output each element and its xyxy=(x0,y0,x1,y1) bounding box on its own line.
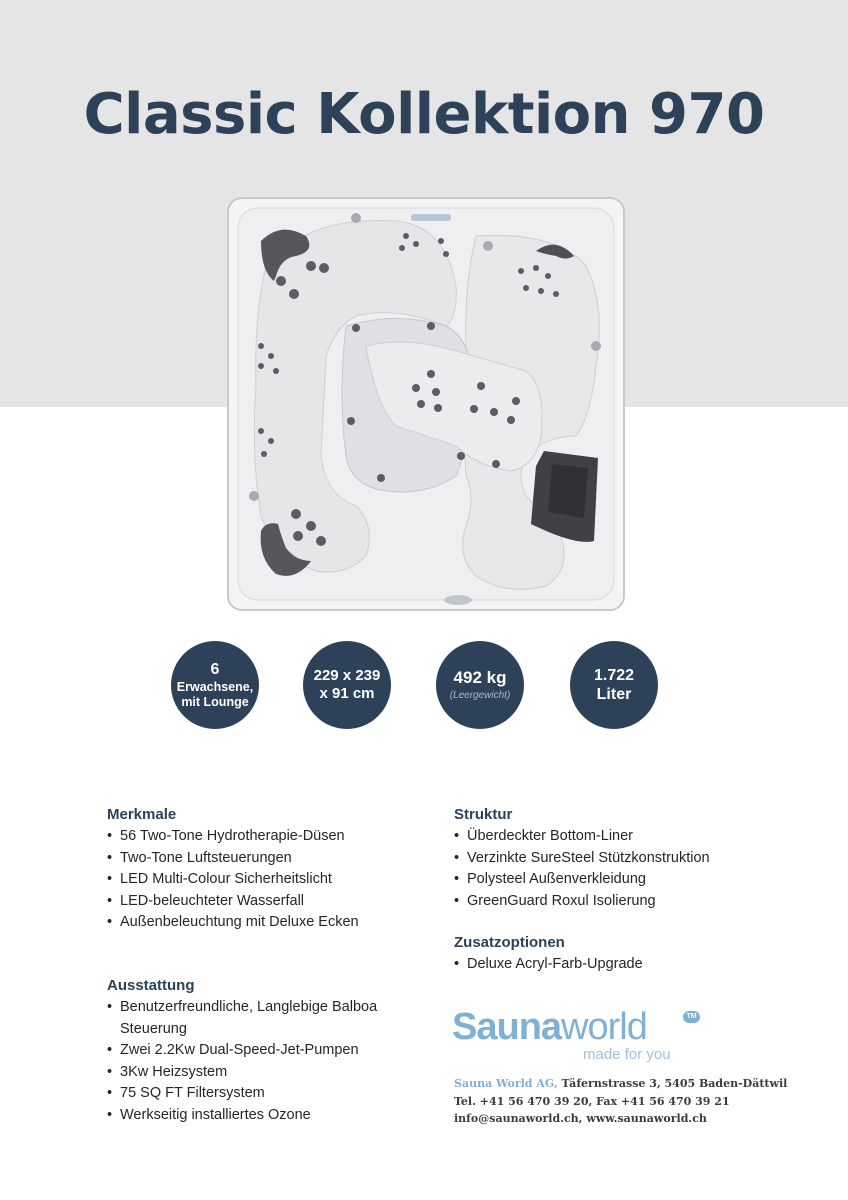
list-item-text: Zwei 2.2Kw Dual-Speed-Jet-Pumpen xyxy=(120,1042,359,1058)
bullet: • xyxy=(107,1042,113,1058)
list-item-text: GreenGuard Roxul Isolierung xyxy=(467,892,656,909)
spec-weight-value: 492 kg xyxy=(453,668,507,688)
trademark-badge: TM xyxy=(683,1011,700,1023)
spec-capacity-label: Erwachsene, xyxy=(176,679,254,694)
hot-tub-image xyxy=(226,196,626,612)
spec-volume-unit: Liter xyxy=(596,686,632,703)
list-item-text: 75 SQ FT Filtersystem xyxy=(120,1085,265,1101)
spec-capacity-lounge: mit Lounge xyxy=(181,694,249,709)
list-item xyxy=(107,891,427,913)
spec-volume xyxy=(570,641,658,729)
company-address: Täfernstrasse 3, 5405 Baden-Dättwil xyxy=(557,1077,788,1090)
section-merkmale xyxy=(107,806,427,934)
logo-brand-light: world xyxy=(561,1006,647,1048)
list-item xyxy=(454,891,784,913)
spec-dimensions xyxy=(303,641,391,729)
contact-block xyxy=(454,1075,787,1128)
list-item xyxy=(454,954,784,976)
list-item-text: Außenbeleuchtung mit Deluxe Ecken xyxy=(120,914,359,930)
spec-dimensions-line2: x 91 cm xyxy=(319,685,375,702)
list-item-text: Polysteel Außenverkleidung xyxy=(467,871,646,887)
bullet: • xyxy=(454,956,460,972)
company-name: Sauna World AG, xyxy=(454,1077,558,1090)
section-zusatzoptionen xyxy=(454,934,784,976)
bullet: • xyxy=(107,999,113,1015)
logo-wordmark xyxy=(452,1006,647,1049)
list-item-text: 56 Two-Tone Hydrotherapie-Düsen xyxy=(120,828,345,844)
section-heading: Ausstattung xyxy=(107,977,195,994)
section-struktur xyxy=(454,806,784,912)
list-item xyxy=(454,848,784,870)
list-item xyxy=(107,848,427,870)
section-heading: Zusatzoptionen xyxy=(454,934,565,951)
list-item xyxy=(107,912,427,934)
bullet: • xyxy=(107,1085,113,1101)
spec-capacity xyxy=(171,641,259,729)
saunaworld-logo xyxy=(452,1006,712,1066)
spec-volume-value: 1.722 xyxy=(593,666,635,684)
spec-dimensions-line1: 229 x 239 xyxy=(313,667,381,684)
bullet: • xyxy=(107,828,113,844)
list-item-text: LED Multi-Colour Sicherheitslicht xyxy=(120,871,332,887)
list-item xyxy=(107,1040,407,1062)
list-item-text: Benutzerfreundliche, Langlebige Balboa Steuerung xyxy=(120,999,378,1037)
list-item xyxy=(107,997,407,1040)
bullet: • xyxy=(454,828,460,844)
bullet: • xyxy=(107,1063,113,1080)
bullet: • xyxy=(107,849,113,866)
spec-weight-note: (Leergewicht) xyxy=(449,689,511,701)
page-title: Classic Kollektion 970 xyxy=(83,82,765,147)
logo-brand-bold: Sauna xyxy=(452,1006,562,1048)
list-item-text: Verzinkte SureSteel Stützkonstruktion xyxy=(467,849,710,866)
list-item-text: Werkseitig installiertes Ozone xyxy=(120,1106,311,1123)
bullet: • xyxy=(454,871,460,887)
list-item-text: Überdeckter Bottom-Liner xyxy=(467,828,634,844)
list-item-text: Two-Tone Luftsteuerungen xyxy=(120,849,292,866)
list-item xyxy=(107,1105,407,1127)
bullet: • xyxy=(107,1106,113,1123)
bullet: • xyxy=(454,849,460,866)
list-item xyxy=(107,869,427,891)
list-item xyxy=(107,1062,407,1084)
contact-address-line xyxy=(454,1075,787,1093)
contact-phone: Tel. +41 56 470 39 20, Fax +41 56 470 39 21 xyxy=(454,1094,730,1108)
list-item xyxy=(107,826,427,848)
spec-weight xyxy=(436,641,524,729)
list-item-text: LED-beleuchteter Wasserfall xyxy=(120,892,305,909)
spec-capacity-count: 6 xyxy=(210,661,220,679)
bullet: • xyxy=(454,892,460,909)
bullet: • xyxy=(107,892,113,909)
list-item xyxy=(107,1083,407,1105)
bullet: • xyxy=(107,871,113,887)
contact-web: info@saunaworld.ch, www.saunaworld.ch xyxy=(454,1112,707,1125)
logo-tagline: made for you xyxy=(583,1046,671,1063)
list-item-text: Deluxe Acryl-Farb-Upgrade xyxy=(467,956,643,972)
list-item-text: 3Kw Heizsystem xyxy=(120,1063,228,1080)
bullet: • xyxy=(107,914,113,930)
list-item xyxy=(454,826,784,848)
section-ausstattung xyxy=(107,977,407,1126)
section-heading: Struktur xyxy=(454,806,513,823)
list-item xyxy=(454,869,784,891)
section-heading: Merkmale xyxy=(107,806,177,823)
